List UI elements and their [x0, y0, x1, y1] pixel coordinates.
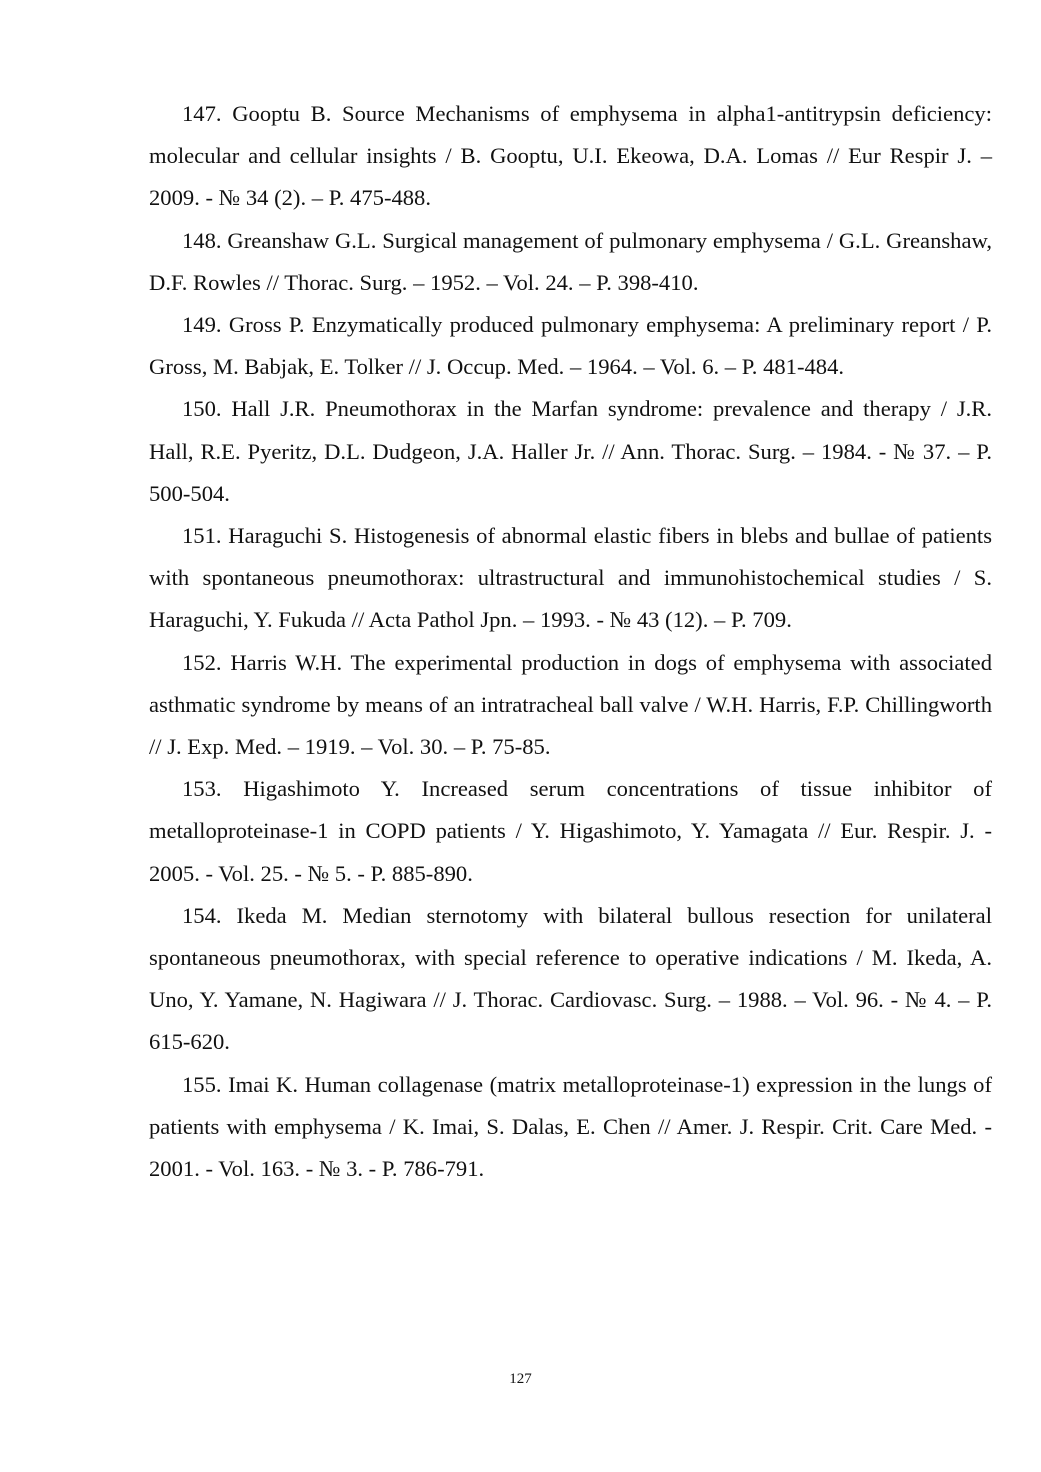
reference-item-149: 149. Gross P. Enzymatically produced pulmonary emphysema: A preliminary report / P. Gross, M. Babjak, E. Tolker // J. Occup. Med. – 1964. – Vol. 6. – P. 481-484. [149, 312, 992, 380]
reference-item-148: 148. Greanshaw G.L. Surgical management of pulmonary emphysema / G.L. Greanshaw, D.F. Rowles // Thorac. Surg. – 1952. – Vol. 24. – P. 398-410. [149, 227, 992, 295]
reference-item-151: 151. Haraguchi S. Histogenesis of abnormal elastic fibers in blebs and bullae of patients with spontaneous pneumothorax: ultrastructural and immunohistochemical studies / S. Haraguchi, Y. Fukuda // Acta Pathol Jpn. – 1993. - № 43 (12). – P. 709. [149, 523, 992, 633]
reference-item-155: 155. Imai K. Human collagenase (matrix metalloproteinase-1) expression in the lungs of patients with emphysema / K. Imai, S. Dalas, E. Chen // Amer. J. Respir. Crit. Care Med. - 2001. - Vol. 163. - № 3. - P. 786-791. [149, 1071, 992, 1182]
reference-item-150: 150. Hall J.R. Pneumothorax in the Marfan syndrome: prevalence and therapy / J.R. Hall, R.E. Pyeritz, D.L. Dudgeon, J.A. Haller Jr. // Ann. Thorac. Surg. – 1984. - № 37. – P. 500-504. [149, 396, 992, 506]
reference-item-152: 152. Harris W.H. The experimental production in dogs of emphysema with associated asthmatic syndrome by means of an intratracheal ball valve / W.H. Harris, F.P. Chillingworth // J. Exp. Med. – 1919. – Vol. 30. – P. 75-85. [149, 649, 992, 760]
reference-item-147: 147. Gooptu B. Source Mechanisms of emphysema in alpha1-antitrypsin deficiency: molecular and cellular insights / B. Gooptu, U.I. Ekeowa, D.A. Lomas // Eur Respir J. – 2009. - № 34 (2). – P. 475-488. [149, 101, 992, 211]
page-number: 127 [509, 1371, 532, 1387]
reference-item-154: 154. Ikeda M. Median sternotomy with bilateral bullous resection for unilateral spontaneous pneumothorax, with special reference to operative indications / M. Ikeda, A. Uno, Y. Yamane, N. Hagiwara // J. Thorac. Cardiovasc. Surg. – 1988. – Vol. 96. - № 4. – P. 615-620. [149, 902, 992, 1055]
reference-list [149, 93, 992, 1190]
reference-item-153: 153. Higashimoto Y. Increased serum concentrations of tissue inhibitor of metalloproteinase-1 in COPD patients / Y. Higashimoto, Y. Yamagata // Eur. Respir. J. - 2005. - Vol. 25. - № 5. - P. 885-890. [149, 776, 992, 886]
